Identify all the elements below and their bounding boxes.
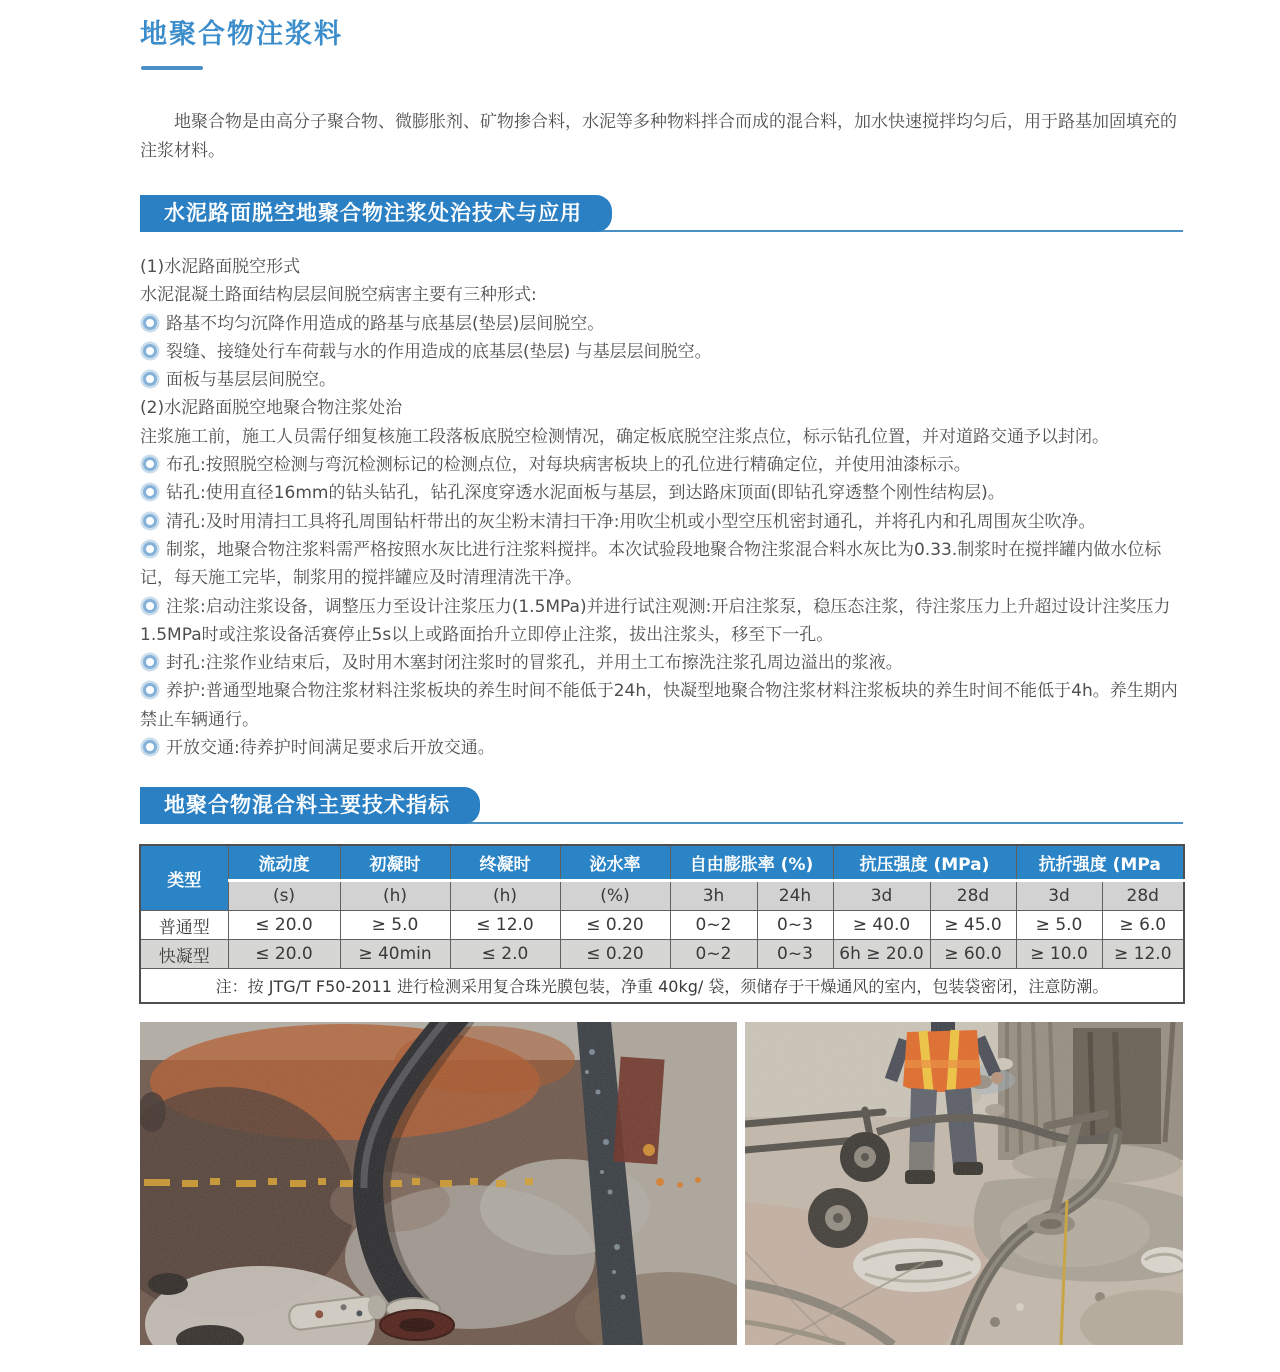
- left-photo-illustration: [140, 1022, 737, 1345]
- sub-header: 3d: [833, 881, 930, 911]
- sub-header: 24h: [757, 881, 833, 911]
- sub-header: (h): [340, 881, 450, 911]
- paragraph-line: [140, 593, 1188, 650]
- ring-bullet-icon: [143, 599, 157, 613]
- ring-bullet-icon: [143, 542, 157, 556]
- paragraph-line: [140, 536, 1188, 593]
- table-cell: ≥ 6.0: [1102, 911, 1184, 940]
- paragraph-line: [140, 394, 1188, 422]
- left-photo: [140, 1022, 737, 1345]
- table-row: [140, 911, 1184, 940]
- col-header-expansion: 自由膨胀率 (%): [670, 845, 833, 881]
- ring-bullet-icon: [143, 344, 157, 358]
- title-accent-dash: [141, 66, 203, 70]
- table-cell: 0~3: [757, 940, 833, 969]
- ring-bullet-icon: [143, 316, 157, 330]
- paragraph-text: (1)水泥路面脱空形式: [140, 257, 301, 277]
- table-cell: ≤ 0.20: [560, 940, 670, 969]
- col-header-initial-set: 初凝时: [340, 845, 450, 881]
- col-header-flow: 流动度: [228, 845, 340, 881]
- table-cell: ≤ 0.20: [560, 911, 670, 940]
- paragraph-line: [140, 677, 1188, 734]
- right-photo: [745, 1022, 1183, 1345]
- ring-bullet-icon: [143, 372, 157, 386]
- row-label: 快凝型: [140, 940, 228, 969]
- table-cell: ≥ 60.0: [930, 940, 1016, 969]
- table-cell: ≥ 5.0: [340, 911, 450, 940]
- intro-paragraph: 地聚合物是由高分子聚合物、微膨胀剂、矿物掺合料，水泥等多种物料拌合而成的混合料，加水快速搅拌均匀后，用于路基加固填充的注浆材料。: [140, 112, 1177, 161]
- table-cell: 6h ≥ 20.0: [833, 940, 930, 969]
- paragraph-line: [140, 649, 1188, 677]
- table-cell: ≤ 20.0: [228, 940, 340, 969]
- paragraph-text: 布孔:按照脱空检测与弯沉检测标记的检测点位，对每块病害板块上的孔位进行精确定位，并使用油漆标示。: [166, 455, 971, 476]
- table-cell: ≤ 2.0: [450, 940, 560, 969]
- table-cell: ≥ 10.0: [1016, 940, 1102, 969]
- table-cell: 0~2: [670, 911, 757, 940]
- ring-bullet-icon: [143, 514, 157, 528]
- paragraph-line: [140, 508, 1188, 536]
- ring-bullet-icon: [143, 655, 157, 669]
- col-header-compressive: 抗压强度 (MPa): [833, 845, 1016, 881]
- section2-heading: 地聚合物混合料主要技术指标: [140, 787, 480, 824]
- section2-banner: [140, 787, 1183, 824]
- table-cell: ≥ 12.0: [1102, 940, 1184, 969]
- paragraph-text: 养护:普通型地聚合物注浆材料注浆板块的养生时间不能低于24h，快凝型地聚合物注浆材料注浆板块的养生时间不能低于4h。养生期内禁止车辆通行。: [140, 681, 1178, 730]
- col-header-flexural: 抗折强度 (MPa: [1016, 845, 1184, 881]
- table-cell: ≤ 20.0: [228, 911, 340, 940]
- paragraph-text: 注浆:启动注浆设备，调整压力至设计注浆压力(1.5MPa)并进行试注观测:开启注浆泵，稳压态注浆，待注浆压力上升超过设计注奖压力1.5MPa时或注浆设备活赛停止5s以上或路面抬升立即停止注浆，拔出注浆头，移至下一孔。: [140, 596, 1171, 645]
- paragraph-text: 裂缝、接缝处行车荷载与水的作用造成的底基层(垫层) 与基层层间脱空。: [166, 341, 712, 362]
- paragraph-text: 注浆施工前，施工人员需仔细复核施工段落板底脱空检测情况，确定板底脱空注浆点位，标示钻孔位置，并对道路交通予以封闭。: [140, 426, 1109, 447]
- sub-header: 3h: [670, 881, 757, 911]
- table-cell: 0~3: [757, 911, 833, 940]
- paragraph-line: [140, 310, 1188, 338]
- right-photo-illustration: [745, 1022, 1183, 1345]
- paragraph-line: [140, 734, 1188, 762]
- ring-bullet-icon: [143, 485, 157, 499]
- table-cell: ≤ 12.0: [450, 911, 560, 940]
- ring-bullet-icon: [143, 740, 157, 754]
- paragraph-text: 制浆，地聚合物注浆料需严格按照水灰比进行注浆料搅拌。本次试验段地聚合物注浆混合料水灰比为0.33.制浆时在搅拌罐内做水位标记，每天施工完毕，制浆用的搅拌罐应及时清理清洗干净。: [140, 539, 1162, 589]
- col-header-type: 类型: [140, 845, 228, 911]
- spec-table: [139, 844, 1185, 1004]
- paragraph-text: 开放交通:待养护时间满足要求后开放交通。: [166, 738, 495, 759]
- sub-header: 28d: [1102, 881, 1184, 911]
- sub-header: (s): [228, 881, 340, 911]
- page-title: 地聚合物注浆料: [140, 19, 343, 50]
- table-row: [140, 940, 1184, 969]
- paragraph-text: 清孔:及时用清扫工具将孔周围钻杆带出的灰尘粉末清扫干净:用吹尘机或小型空压机密封通孔，并将孔内和孔周围灰尘吹净。: [166, 511, 1096, 532]
- section1-content: [140, 253, 1188, 762]
- paragraph-line: [140, 479, 1188, 507]
- table-note-row: [140, 969, 1184, 1004]
- paragraph-line: [140, 366, 1188, 394]
- sub-header: (%): [560, 881, 670, 911]
- paragraph-text: 路基不均匀沉降作用造成的路基与底基层(垫层)层间脱空。: [166, 313, 605, 334]
- ring-bullet-icon: [143, 683, 157, 697]
- ring-bullet-icon: [143, 457, 157, 471]
- row-label: 普通型: [140, 911, 228, 940]
- paragraph-line: [140, 281, 1188, 309]
- paragraph-text: 封孔:注浆作业结束后，及时用木塞封闭注浆时的冒浆孔，并用土工布擦洗注浆孔周边溢出的浆液。: [166, 653, 903, 674]
- sub-header: (h): [450, 881, 560, 911]
- paragraph-line: [140, 451, 1188, 479]
- table-cell: ≥ 40min: [340, 940, 450, 969]
- table-cell: ≥ 40.0: [833, 911, 930, 940]
- col-header-bleeding: 泌水率: [560, 845, 670, 881]
- section1-heading: 水泥路面脱空地聚合物注浆处治技术与应用: [140, 195, 612, 232]
- col-header-final-set: 终凝时: [450, 845, 560, 881]
- paragraph-text: 面板与基层层间脱空。: [166, 370, 336, 391]
- paragraph-text: 钻孔:使用直径16mm的钻头钻孔，钻孔深度穿透水泥面板与基层，到达路床顶面(即钻孔穿透整个刚性结构层)。: [166, 483, 1005, 504]
- table-cell: ≥ 5.0: [1016, 911, 1102, 940]
- paragraph-text: 水泥混凝土路面结构层层间脱空病害主要有三种形式:: [140, 285, 537, 306]
- section1-banner: [140, 195, 1183, 232]
- paragraph-line: [140, 338, 1188, 366]
- table-note: 注：按 JTG/T F50-2011 进行检测采用复合珠光膜包装，净重 40kg/ 袋，须储存于干燥通风的室内，包装袋密闭，注意防潮。: [140, 969, 1184, 1004]
- paragraph-text: (2)水泥路面脱空地聚合物注浆处治: [140, 398, 403, 419]
- table-cell: ≥ 45.0: [930, 911, 1016, 940]
- paragraph-line: [140, 253, 1188, 281]
- paragraph-line: [140, 423, 1188, 451]
- table-cell: 0~2: [670, 940, 757, 969]
- sub-header: 3d: [1016, 881, 1102, 911]
- sub-header: 28d: [930, 881, 1016, 911]
